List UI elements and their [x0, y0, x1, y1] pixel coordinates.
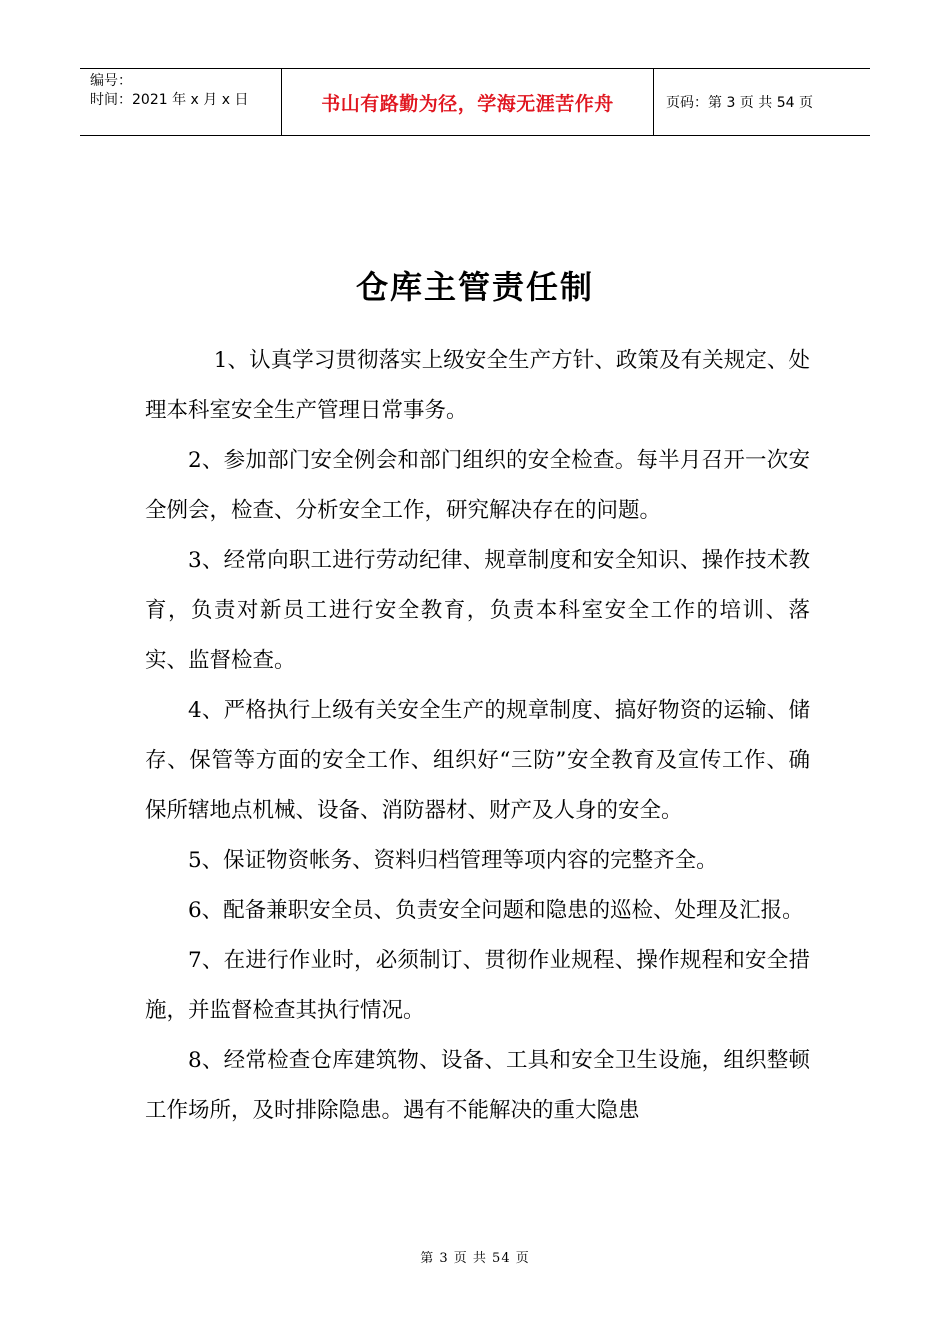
header-motto-cell [282, 69, 654, 135]
header-page-cell [654, 69, 870, 135]
header-meta-cell [80, 69, 282, 135]
paragraph-4: 4、严格执行上级有关安全生产的规章制度、搞好物资的运输、储存、保管等方面的安全工作、组织好“三防”安全教育及宣传工作、确保所辖地点机械、设备、消防器材、财产及人身的安全。 [145, 698, 810, 823]
paragraph-6: 6、配备兼职安全员、负责安全问题和隐患的巡检、处理及汇报。 [188, 898, 804, 923]
document-body [145, 336, 810, 1136]
paragraph-5: 5、保证物资帐务、资料归档管理等项内容的完整齐全。 [188, 848, 718, 873]
paragraph-8: 8、经常检查仓库建筑物、设备、工具和安全卫生设施，组织整顿工作场所，及时排除隐患。遇有不能解决的重大隐患 [145, 1048, 810, 1123]
paragraph-7: 7、在进行作业时，必须制订、贯彻作业规程、操作规程和安全措施，并监督检查其执行情况。 [145, 948, 810, 1023]
document-number-label: 编号： [90, 73, 132, 89]
paragraph-3: 3、经常向职工进行劳动纪律、规章制度和安全知识、操作技术教育，负责对新员工进行安全教育，负责本科室安全工作的培训、落实、监督检查。 [145, 548, 810, 673]
document-date: 时间：2021 年 x 月 x 日 [90, 92, 249, 108]
header-page-code: 页码：第 3 页 共 54 页 [666, 95, 813, 111]
paragraph-2: 2、参加部门安全例会和部门组织的安全检查。每半月召开一次安全例会，检查、分析安全工作，研究解决存在的问题。 [145, 448, 810, 523]
header-motto: 书山有路勤为径，学海无涯苦作舟 [321, 92, 614, 115]
document-header [80, 68, 870, 136]
document-title: 仓库主管责任制 [355, 268, 594, 306]
page-footer: 第 3 页 共 54 页 [420, 1251, 530, 1266]
paragraph-1: 1、认真学习贯彻落实上级安全生产方针、政策及有关规定、处理本科室安全生产管理日常事务。 [145, 348, 810, 423]
